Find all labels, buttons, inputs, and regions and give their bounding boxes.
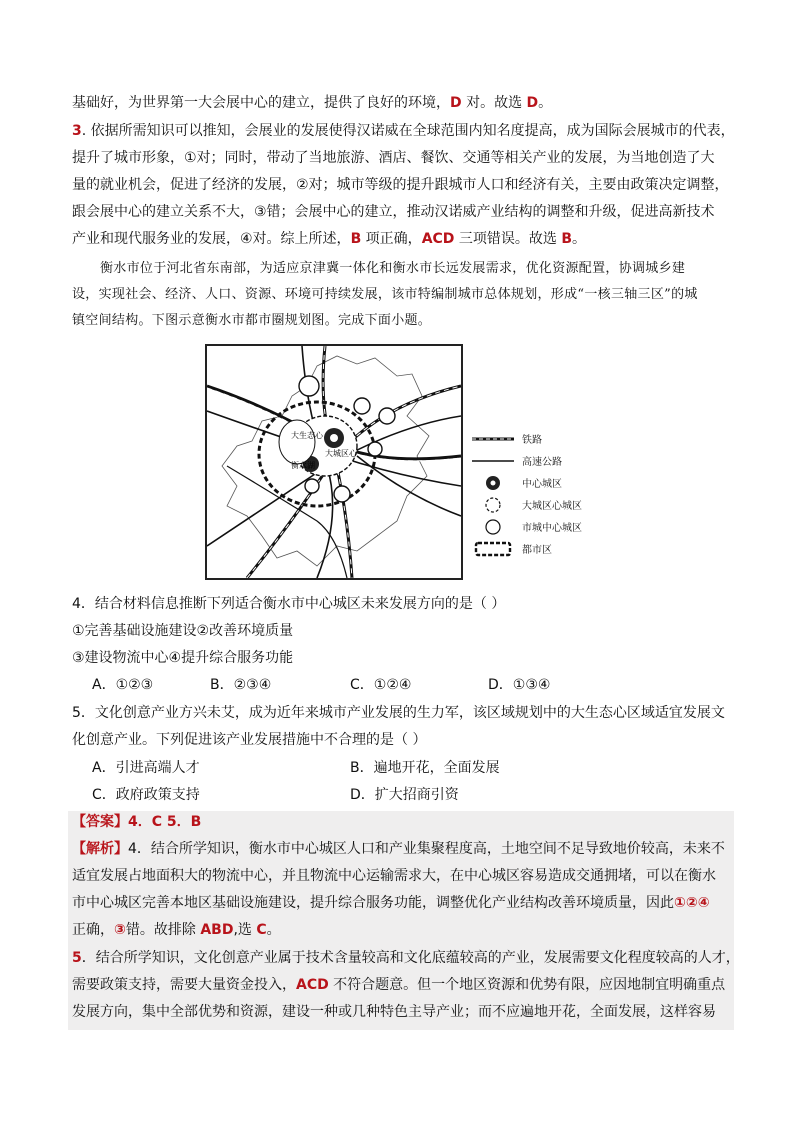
legend-label: 铁路	[522, 435, 542, 446]
text-segment: 。	[538, 95, 553, 111]
analysis-tag: 【解析】	[72, 841, 128, 857]
text-segment: 三项错误。故选	[454, 231, 562, 247]
map-graphic	[207, 346, 461, 578]
highlight-letters: ACD	[296, 977, 329, 993]
analysis-line-7: 发展方向，集中全部优势和资源，建设一种或几种特色主导产业；而不应遍地开花，全面发展，这样容易	[72, 1004, 716, 1020]
answer-letter: B	[561, 231, 572, 247]
text-segment: 产业和现代服务业的发展，④对。综上所述，	[72, 231, 351, 247]
legend-row	[470, 474, 620, 492]
q4-option-a: A．①②③	[92, 677, 154, 693]
line-q3-3: 量的就业机会，促进了经济的发展，②对；城市等级的提升跟城市人口和经济有关，主要由政策决定调整，	[72, 177, 729, 193]
q5-option-a: A．引进高端人才	[92, 760, 200, 776]
legend-row	[470, 540, 620, 558]
q4-stem: 4．结合材料信息推断下列适合衡水市中心城区未来发展方向的是（ ）	[72, 596, 506, 612]
q5-option-b: B．遍地开花，全面发展	[350, 760, 500, 776]
highlight-letter: D	[450, 95, 462, 111]
question-number: 5	[72, 950, 82, 966]
railway-icon	[470, 430, 516, 448]
highlight-letters: ABD	[200, 922, 234, 938]
big-city-center-icon	[470, 496, 516, 514]
city-center	[354, 398, 370, 414]
intro-line-3: 镇空间结构。下图示意衡水市都市圈规划图。完成下面小题。	[72, 313, 432, 328]
q5-option-c: C．政府政策支持	[92, 787, 200, 803]
q4-statements-2: ③建设物流中心④提升综合服务功能	[72, 650, 294, 666]
hengshui-metro-map	[205, 344, 463, 580]
legend-label: 高速公路	[522, 457, 562, 468]
highway-icon	[470, 452, 516, 470]
metro-area-icon	[470, 540, 516, 558]
city-center	[379, 408, 395, 424]
intro-line-1: 衡水市位于河北省东南部，为适应京津冀一体化和衡水市长远发展需求，优化资源配置，协调城乡建	[100, 261, 686, 276]
text-segment: 对。故选	[461, 95, 527, 111]
line-q3-1	[72, 121, 735, 141]
highlight-letter: B	[350, 231, 362, 247]
legend-row	[470, 430, 620, 448]
question-number: 3	[72, 123, 82, 139]
legend-label: 都市区	[522, 545, 552, 556]
ecology-heart	[279, 420, 315, 464]
central-district-icon	[470, 474, 516, 492]
analysis-line-3	[72, 893, 732, 913]
label-ecology: 大生态心	[291, 431, 323, 440]
line-q3-5	[72, 229, 732, 249]
text-segment: 正确，	[72, 922, 114, 938]
line-q3-4: 跟会展中心的建立关系不大，③错；会展中心的建立，推动汉诺威产业结构的调整和升级，促进高新技术	[72, 204, 715, 220]
q4-option-c: C．①②④	[350, 677, 412, 693]
analysis-line-4	[72, 920, 732, 940]
text-segment: ,选	[233, 922, 257, 938]
legend-row	[470, 452, 620, 470]
label-hengshui: 衡水湖	[291, 461, 315, 470]
city-center	[368, 442, 382, 456]
text-segment: 基础好，为世界第一大会展中心的建立，提供了良好的环境，	[72, 95, 450, 111]
line-q2-ending	[72, 93, 732, 113]
intro-line-2: 设，实现社会、经济、人口、资源、环境可持续发展，该市特编制城市总体规划，形成“一核三轴三区”的城	[72, 287, 698, 302]
answer-tag: 【答案】	[72, 814, 128, 830]
q5-option-d: D．扩大招商引资	[350, 787, 459, 803]
answer-text: 4．C 5．B	[128, 814, 202, 830]
q5-stem-1: 5．文化创意产业方兴未艾，成为近年来城市产业发展的生力军，该区域规划中的大生态心区域适宜发展文	[72, 705, 725, 721]
highlight-mark: ③	[114, 922, 126, 938]
analysis-line-1	[72, 839, 732, 859]
analysis-line-5	[72, 948, 740, 968]
legend-label: 中心城区	[522, 479, 562, 490]
city-center	[305, 479, 319, 493]
text-segment: . 依据所需知识可以推知，会展业的发展使得汉诺威在全球范围内知名度提高，成为国际会展城市的代表，	[81, 123, 735, 139]
legend-row	[470, 518, 620, 536]
text-segment: 不符合题意。但一个地区资源和优势有限，应因地制宜明确重点	[328, 977, 726, 993]
city-center-icon	[470, 518, 516, 536]
answer-letter: C	[256, 922, 267, 938]
q4-option-b: B．②③④	[210, 677, 272, 693]
legend-label: 市城中心城区	[522, 523, 582, 534]
q4-statements-1: ①完善基础设施建设②改善环境质量	[72, 623, 294, 639]
legend-label: 大城区心城区	[522, 501, 582, 512]
text-segment: ．结合所学知识，文化创意产业属于技术含量较高和文化底蕴较高的产业，发展需要文化程度较高的人才，	[81, 950, 740, 966]
central-district-core	[330, 434, 338, 442]
analysis-line-2: 适宜发展占地面积大的物流中心，并且物流中心运输需求大，在中心城区容易造成交通拥堵，可以在衡水	[72, 868, 716, 884]
line-q3-2: 提升了城市形象，①对；同时，带动了当地旅游、酒店、餐饮、交通等相关产业的发展，为当地创造了大	[72, 150, 715, 166]
text-segment: 。	[266, 922, 281, 938]
text-segment: 项正确，	[361, 231, 422, 247]
analysis-line-6	[72, 975, 732, 995]
highway-line	[227, 466, 347, 578]
text-segment: 需要政策支持，需要大量资金投入，	[72, 977, 296, 993]
city-center	[334, 486, 350, 502]
text-segment: 4．结合所学知识，衡水市中心城区人口和产业集聚程度高，土地空间不足导致地价较高，未来不	[128, 841, 725, 857]
label-big-city: 大城区心	[325, 449, 357, 458]
text-segment: 。	[572, 231, 586, 247]
legend-row	[470, 496, 620, 514]
answer-line	[72, 812, 732, 832]
answer-letter: D	[526, 95, 539, 111]
text-segment: 市中心城区完善本地区基础设施建设，提升综合服务功能，调整优化产业结构改善环境质量，因此	[72, 895, 674, 911]
highlight-letters: ACD	[421, 231, 455, 247]
q4-option-d: D．①③④	[488, 677, 551, 693]
map-legend	[470, 430, 620, 580]
city-center	[299, 376, 319, 396]
highlight-marks: ①②④	[674, 895, 710, 911]
text-segment: 错。故排除	[125, 922, 201, 938]
q5-stem-2: 化创意产业。下列促进该产业发展措施中不合理的是（ ）	[72, 732, 427, 748]
